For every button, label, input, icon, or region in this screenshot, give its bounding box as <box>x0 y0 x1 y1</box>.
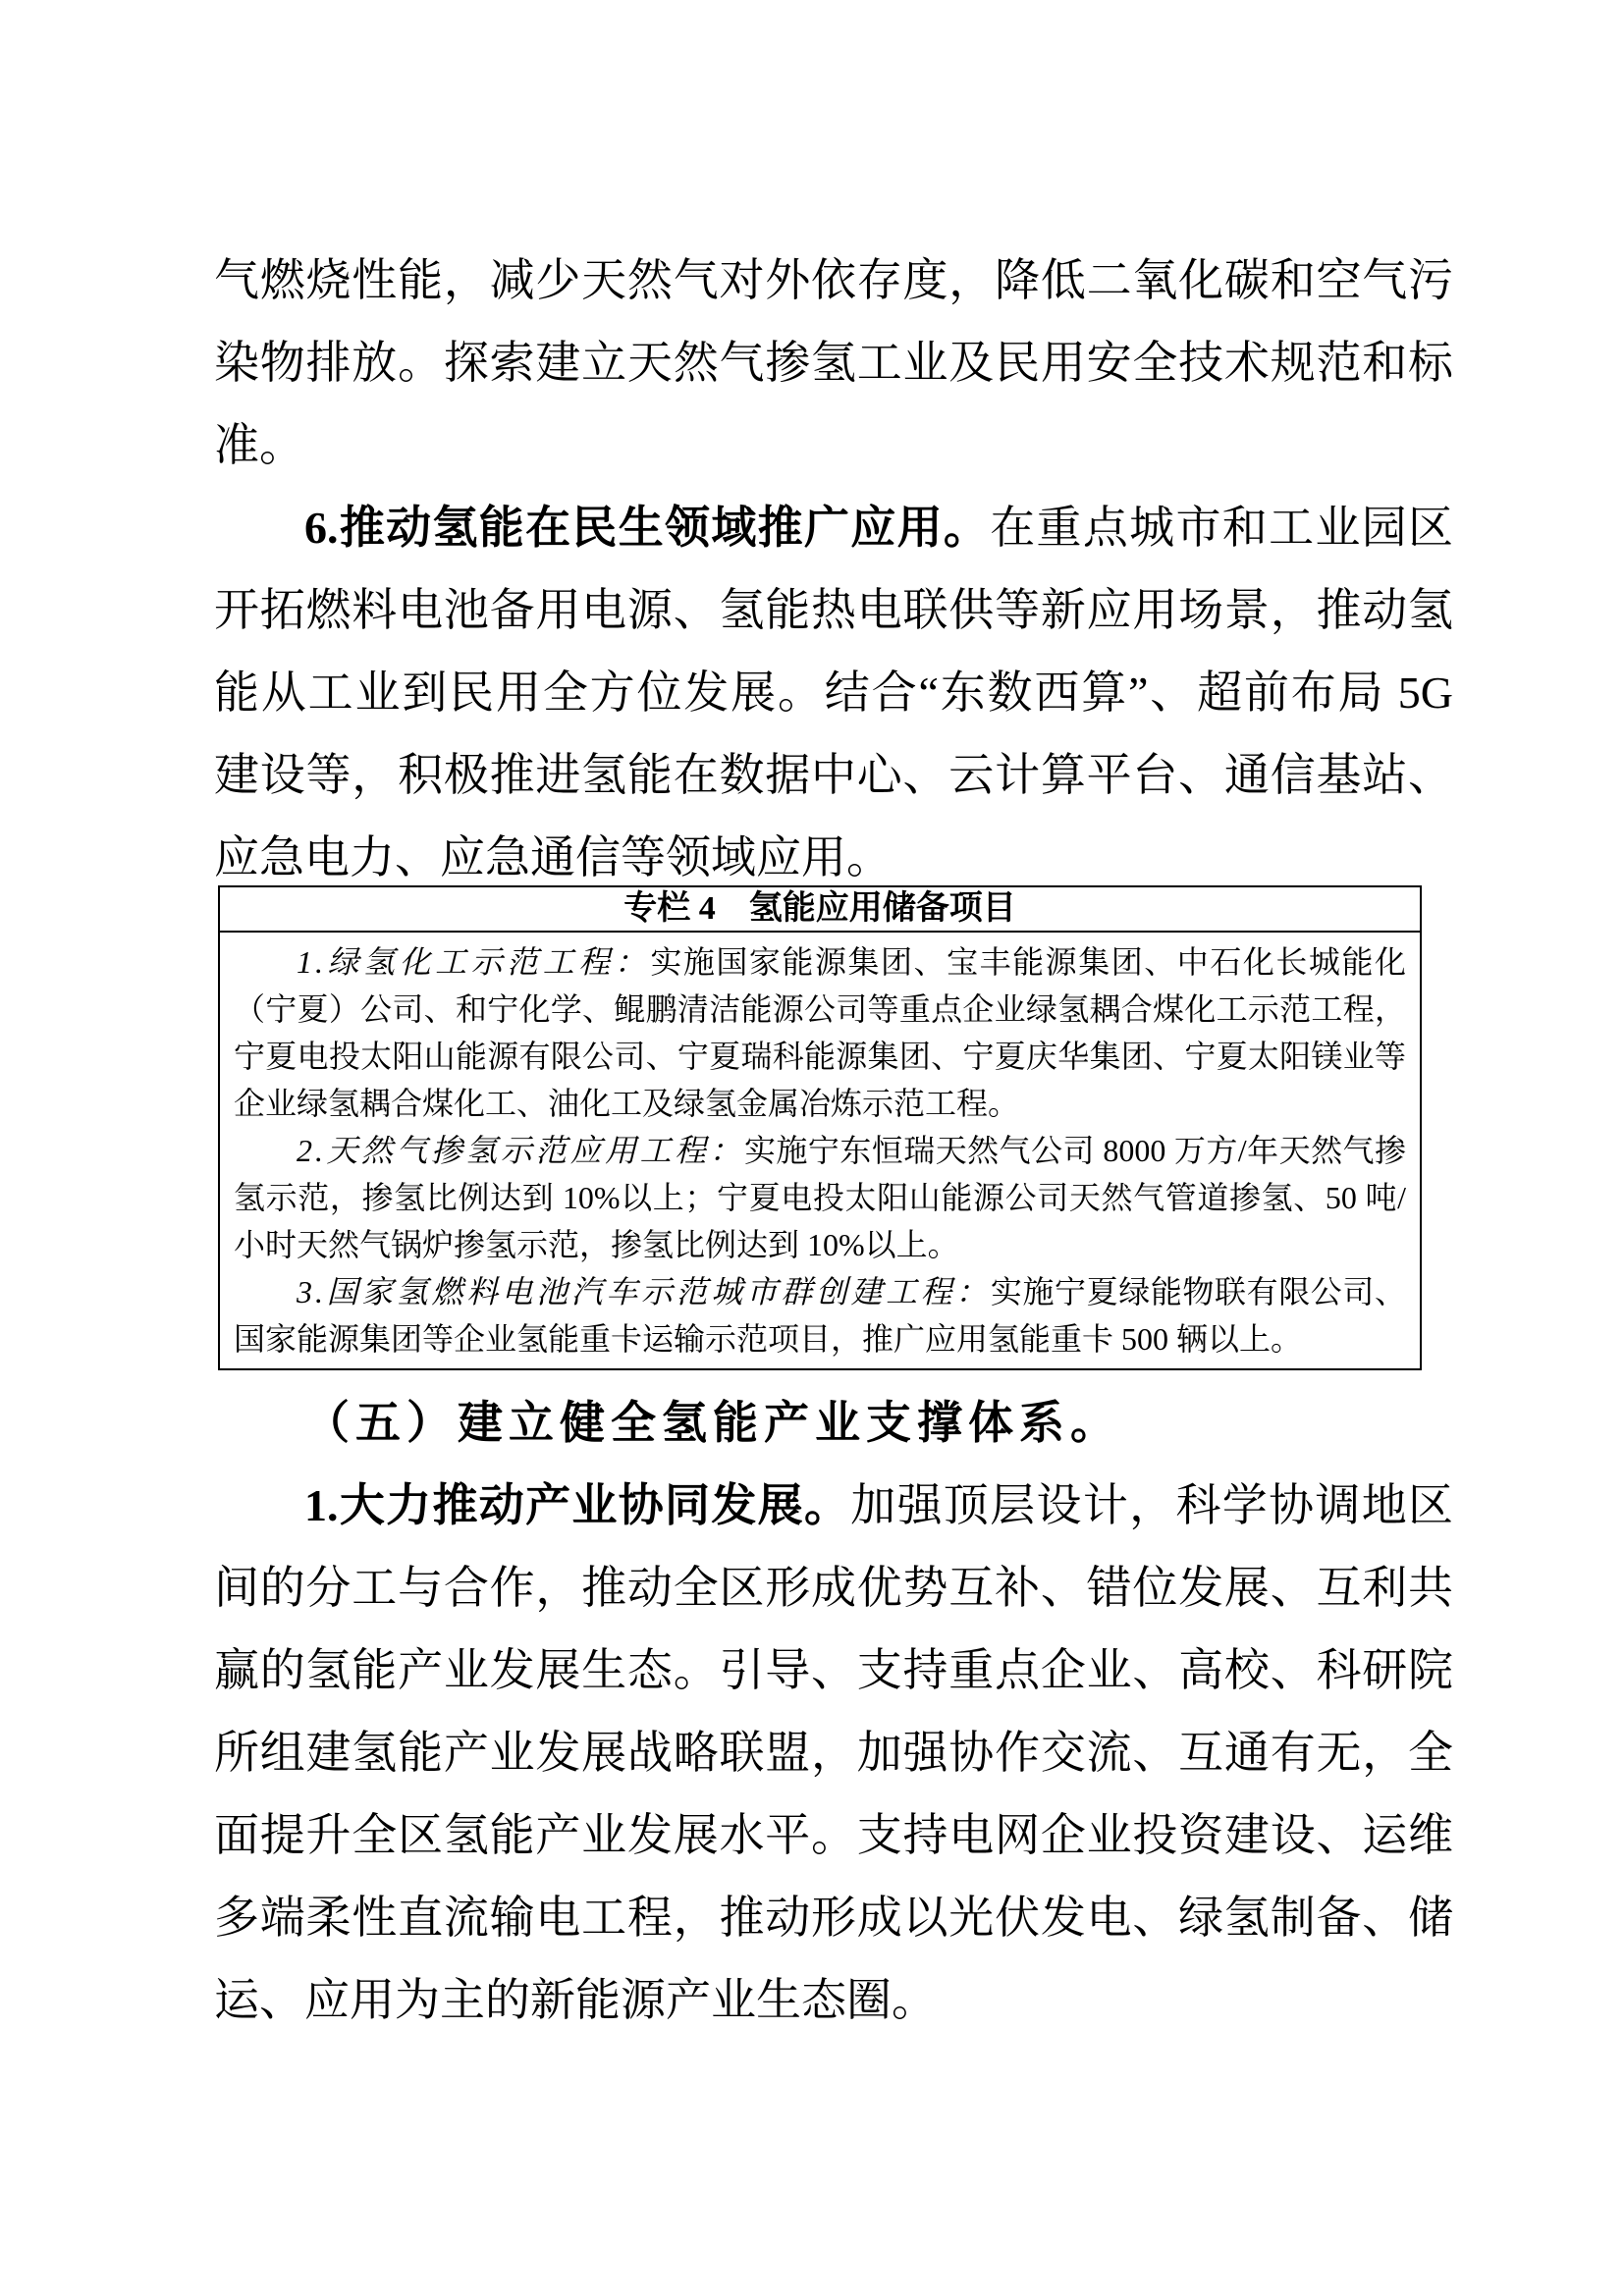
paragraph-continuation-text: 气燃烧性能，减少天然气对外依存度，降低二氧化碳和空气污染物排放。探索建立天然气掺氢工业及民用安全技术规范和标准。 <box>214 255 1453 470</box>
paragraph-item-6-body: 在重点城市和工业园区开拓燃料电池备用电源、氢能热电联供等新应用场景，推动氢能从工业到民用全方位发展。结合“东数西算”、超前布局 5G 建设等，积极推进氢能在数据中心、云计算平台、通信基站、应急电力、应急通信等领域应用。 <box>214 503 1453 882</box>
feature-box-item-2-lead: 2.天然气掺氢示范应用工程： <box>297 1133 744 1168</box>
feature-box-item-1 <box>234 938 1406 1127</box>
feature-box-item-3-lead: 3.国家氢燃料电池汽车示范城市群创建工程： <box>297 1274 991 1309</box>
feature-box-item-3 <box>234 1268 1406 1362</box>
feature-box-item-3-body: 实施宁夏绿能物联有限公司、国家能源集团等企业氢能重卡运输示范项目，推广应用氢能重卡 500 辆以上。 <box>234 1274 1406 1357</box>
paragraph-section5-item-1 <box>214 1465 1453 2042</box>
feature-box-item-1-lead: 1.绿氢化工示范工程： <box>297 944 651 980</box>
paragraph-item-6 <box>214 487 1453 899</box>
paragraph-section5-item-1-heading: 1.大力推动产业协同发展。 <box>304 1480 851 1530</box>
document-content <box>214 0 1453 2042</box>
paragraph-item-6-heading: 6.推动氢能在民生领域推广应用。 <box>304 503 991 553</box>
paragraph-continuation <box>214 240 1453 487</box>
paragraph-section5-item-1-body: 加强顶层设计，科学协调地区间的分工与合作，推动全区形成优势互补、错位发展、互利共赢的氢能产业发展生态。引导、支持重点企业、高校、科研院所组建氢能产业发展战略联盟，加强协作交流、互通有无，全面提升全区氢能产业发展水平。支持电网企业投资建设、运维多端柔性直流输电工程，推动形成以光伏发电、绿氢制备、储运、应用为主的新能源产业生态圈。 <box>214 1480 1453 2025</box>
section-5-heading: （五）建立健全氢能产业支撑体系。 <box>304 1398 1121 1448</box>
feature-box-item-2-body: 实施宁东恒瑞天然气公司 8000 万方/年天然气掺氢示范，掺氢比例达到 10%以上；宁夏电投太阳山能源公司天然气管道掺氢、50 吨/小时天然气锅炉掺氢示范，掺氢比例达到 10%以上。 <box>234 1133 1406 1262</box>
feature-box-item-1-body: 实施国家能源集团、宝丰能源集团、中石化长城能化（宁夏）公司、和宁化学、鲲鹏清洁能源公司等重点企业绿氢耦合煤化工示范工程，宁夏电投太阳山能源有限公司、宁夏瑞科能源集团、宁夏庆华集团、宁夏太阳镁业等企业绿氢耦合煤化工、油化工及绿氢金属冶炼示范工程。 <box>234 944 1406 1121</box>
feature-box-title: 专栏 4 氢能应用储备项目 <box>220 887 1420 933</box>
feature-box-table <box>218 885 1422 1370</box>
feature-box-body <box>220 933 1420 1368</box>
feature-box-item-2 <box>234 1127 1406 1268</box>
